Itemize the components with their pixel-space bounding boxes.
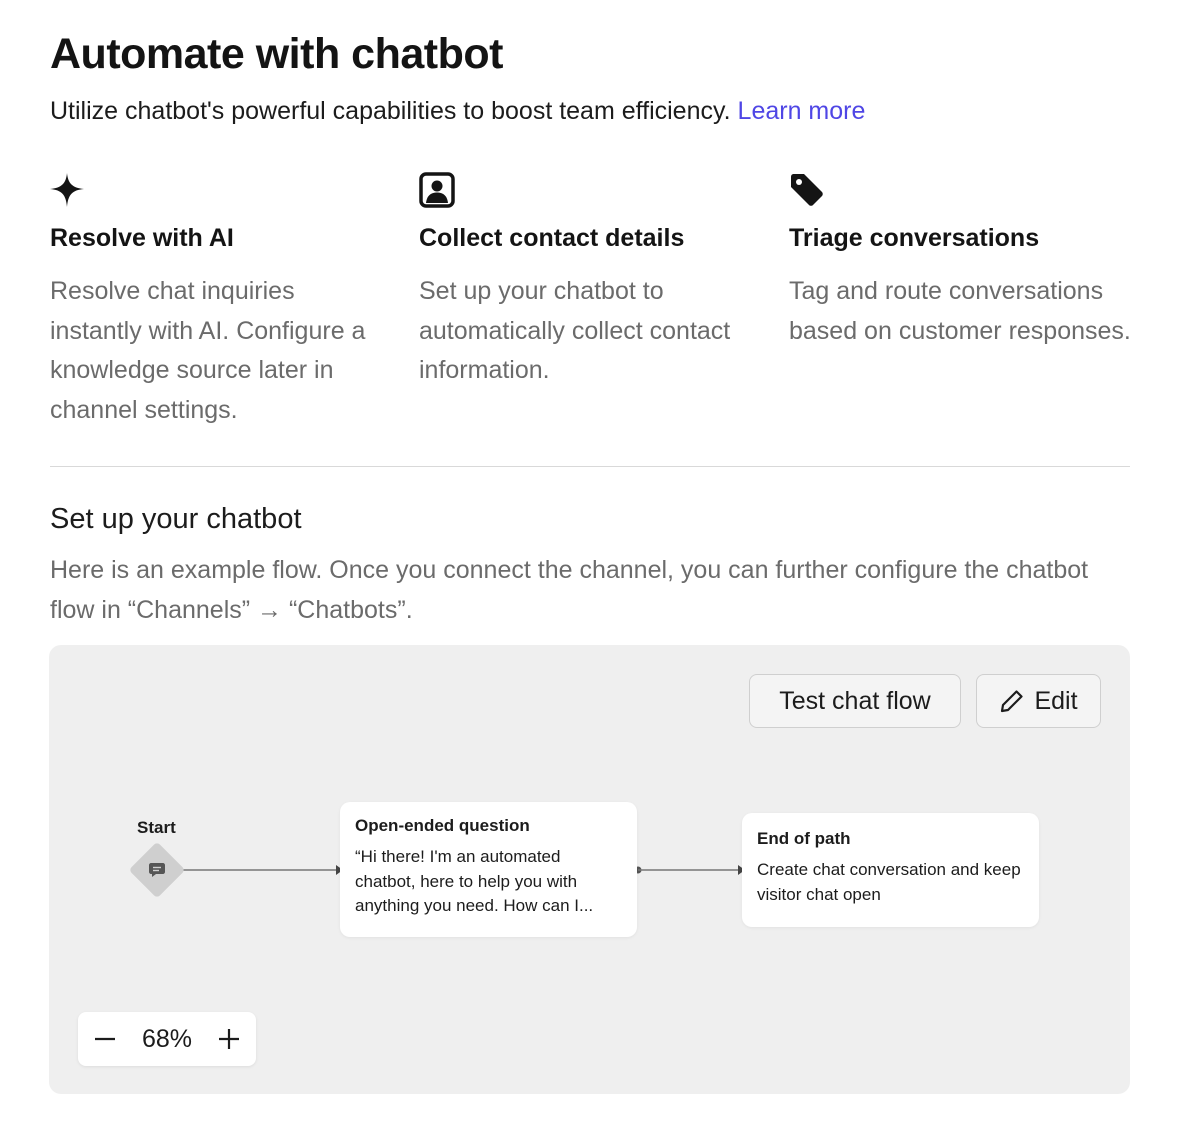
- start-label: Start: [137, 818, 176, 837]
- feature-description: Set up your chatbot to automatically collect contact information.: [419, 277, 731, 384]
- zoom-out-icon[interactable]: [94, 1028, 116, 1050]
- node-text: “Hi there! I'm an automated chatbot, here to help you with anything you need. How can I...: [355, 847, 594, 915]
- chat-bubble-icon: [147, 860, 167, 880]
- feature-collect-contact-details: [419, 172, 759, 384]
- feature-triage-conversations: [789, 172, 1131, 345]
- end-of-path-node[interactable]: [742, 813, 1039, 927]
- node-title: End of path: [757, 829, 851, 848]
- zoom-in-icon[interactable]: [218, 1028, 240, 1050]
- edit-button-label: Edit: [1034, 686, 1078, 715]
- node-text: Create chat conversation and keep visitor chat open: [757, 860, 1021, 904]
- feature-title: Collect contact details: [419, 224, 685, 252]
- subtitle-text: Utilize chatbot's powerful capabilities to boost team efficiency.: [50, 97, 731, 125]
- contact-card-icon: [419, 172, 455, 208]
- feature-description: Resolve chat inquiries instantly with AI. Configure a knowledge source later in channel settings.: [50, 277, 366, 424]
- open-ended-question-node[interactable]: [340, 802, 637, 937]
- feature-description: Tag and route conversations based on customer responses.: [789, 277, 1131, 345]
- zoom-level: 68%: [141, 1024, 193, 1053]
- setup-description: Here is an example flow. Once you connect the channel, you can further configure the chatbot flow in “Channels” → “Chatbots”.: [50, 556, 1089, 624]
- section-divider: [50, 466, 1130, 467]
- test-chat-flow-button[interactable]: Test chat flow: [749, 674, 961, 728]
- feature-title: Triage conversations: [789, 224, 1040, 252]
- tag-icon: [789, 172, 825, 208]
- feature-resolve-with-ai: [50, 172, 390, 424]
- sparkle-icon: [50, 172, 86, 208]
- feature-title: Resolve with AI: [50, 224, 234, 252]
- flow-canvas[interactable]: [49, 645, 1130, 1094]
- page-subtitle: [50, 97, 865, 126]
- node-title: Open-ended question: [355, 816, 530, 835]
- learn-more-link[interactable]: Learn more: [737, 97, 866, 125]
- page-title: Automate with chatbot: [50, 30, 503, 78]
- zoom-control: [78, 1012, 256, 1066]
- setup-title: Set up your chatbot: [50, 503, 302, 535]
